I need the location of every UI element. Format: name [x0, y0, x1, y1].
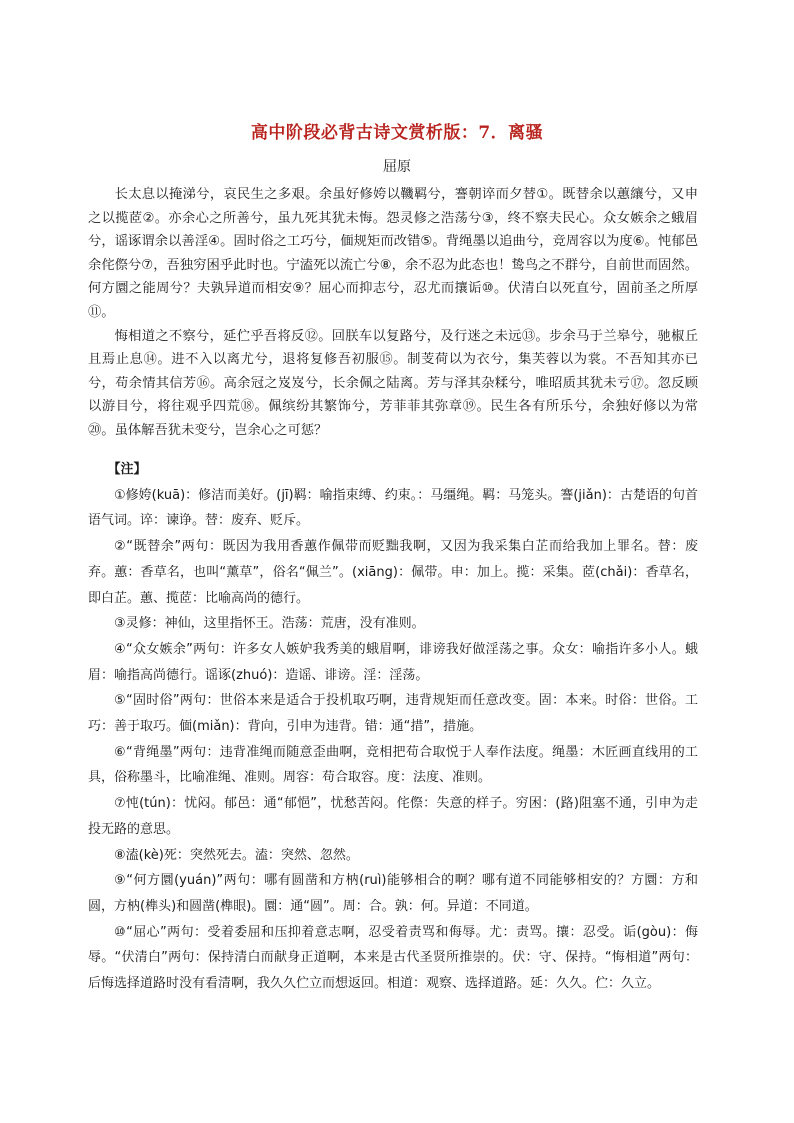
document-title: 高中阶段必背古诗文赏析版：7．离骚	[250, 123, 544, 143]
notes-heading: 【注】	[107, 462, 147, 477]
note-item: ⑥“背绳墨”两句：违背准绳而随意歪曲啊，竞相把苟合取悦于人奉作法度。绳墨：木匠画直线用的工具，俗称墨斗，比喻准绳、准则。周容：苟合取容。度：法度、准则。	[88, 744, 698, 786]
poem-paragraph: 悔相道之不察兮，延伫乎吾将反⑫。回朕车以复路兮，及行迷之未远⑬。步余马于兰皋兮，驰椒丘且焉止息⑭。进不入以离尤兮，退将复修吾初服⑮。制芰荷以为衣兮，集芙蓉以为裳。不吾知其亦已兮，苟余情其信芳⑯。高余冠之岌岌兮，长余佩之陆离。芳与泽其杂糅兮，唯昭质其犹未亏⑰。忽反顾以游目兮，将往观乎四荒⑱。佩缤纷其繁饰兮，芳菲菲其弥章⑲。民生各有所乐兮，余独好修以为常⑳。虽体解吾犹未变兮，岂余心之可惩？	[88, 328, 698, 438]
note-item: ②“既替余”两句：既因为我用香蕙作佩带而贬黜我啊，又因为我采集白芷而给我加上罪名。替：废弃。蕙：香草名，也叫“薰草”，俗名“佩兰”。(xiāng)：佩带。申：加上。揽：采集。茝(chǎi)：香草名，即白芷。蕙、揽茝：比喻高尚的德行。	[88, 539, 698, 606]
note-item: ⑤“固时俗”两句：世俗本来是适合于投机取巧啊，违背规矩而任意改变。固：本来。时俗：世俗。工巧：善于取巧。偭(miǎn)：背向，引申为违背。错：通“措”，措施。	[88, 693, 698, 735]
note-item: ①修姱(kuā)：修洁而美好。(jī)羁：喻指束缚、约束。：马缰绳。羁：马笼头。謇(jiǎn)：古楚语的句首语气词。谇：谏诤。替：废弃、贬斥。	[88, 487, 698, 529]
note-item: ⑧溘(kè)死：突然死去。溘：突然、忽然。	[114, 847, 359, 863]
poem-paragraph: 长太息以掩涕兮，哀民生之多艰。余虽好修姱以鞿羁兮，謇朝谇而夕替①。既替余以蕙纕兮，又申之以揽茝②。亦余心之所善兮，虽九死其犹未悔。怨灵修之浩荡兮③，终不察夫民心。众女嫉余之蛾眉兮，谣诼谓余以善淫④。固时俗之工巧兮，偭规矩而改错⑤。背绳墨以追曲兮，竞周容以为度⑥。忳郁邑余侘傺兮⑦，吾独穷困乎此时也。宁溘死以流亡兮⑧，余不忍为此态也！鸷鸟之不群兮，自前世而固然。何方圜之能周兮？夫孰异道而相安⑨？屈心而抑志兮，忍尤而攘诟⑩。伏清白以死直兮，固前圣之所厚⑪。	[88, 187, 698, 320]
note-item: ⑦忳(tún)：忧闷。郁邑：通“郁悒”，忧愁苦闷。侘傺：失意的样子。穷困：(路)阻塞不通，引申为走投无路的意思。	[88, 796, 698, 837]
notes-section	[88, 457, 698, 997]
note-item: ⑩“屈心”两句：受着委屈和压抑着意志啊，忍受着责骂和侮辱。尤：责骂。攘：忍受。诟(gòu)：侮辱。“伏清白”两句：保持清白而献身正道啊，本来是古代圣贤所推崇的。伏：守、保持。“悔相道”两句：后悔选择道路时没有看清啊，我久久伫立而想返回。相道：观察、选择道路。延：久久。伫：久立。	[88, 924, 698, 992]
note-item: ④“众女嫉余”两句：许多女人嫉妒我秀美的蛾眉啊，诽谤我好做淫荡之事。众女：喻指许多小人。蛾眉：喻指高尚德行。谣诼(zhuó)：造谣、诽谤。淫：淫荡。	[88, 641, 698, 683]
note-item: ③灵修：神仙，这里指怀王。浩荡：荒唐，没有准则。	[114, 616, 425, 632]
note-item: ⑨“何方圜(yuán)”两句：哪有圆凿和方枘(ruì)能够相合的啊？哪有道不同能够相安的？方圜：方和圆，方枘(榫头)和圆凿(榫眼)。圜：通“圆”。周：合。孰：何。异道：不同道。	[88, 873, 698, 914]
poem-text	[88, 183, 698, 443]
author-name: 屈原	[383, 159, 411, 175]
